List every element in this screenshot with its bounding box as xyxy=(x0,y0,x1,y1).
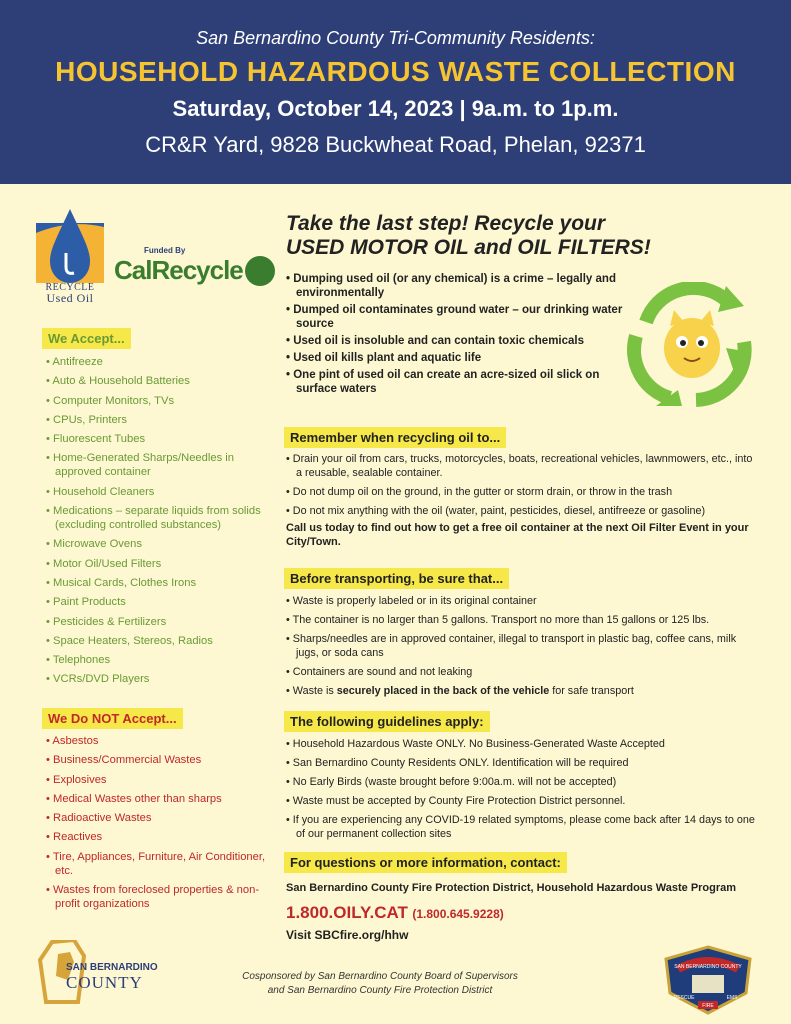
transport-heading: Before transporting, be sure that... xyxy=(284,568,509,589)
guidelines-list xyxy=(286,737,756,846)
list-item: • Waste is properly labeled or in its original container xyxy=(286,594,756,608)
list-item: • Waste must be accepted by County Fire Protection District personnel. xyxy=(286,794,756,808)
accept-list xyxy=(46,355,278,692)
contact-heading: For questions or more information, contact: xyxy=(284,852,567,873)
list-item: • Antifreeze xyxy=(46,355,278,369)
phone-numeric: (1.800.645.9228) xyxy=(412,907,504,921)
oil-facts-list xyxy=(286,272,626,399)
list-item: • Do not mix anything with the oil (water, paint, pesticides, diesel, antifreeze or gasoline) xyxy=(286,504,756,518)
list-item: • Dumping used oil (or any chemical) is a crime – legally and environmentally xyxy=(286,272,626,301)
calrecycle-logo xyxy=(114,246,275,286)
county-logo-line2: COUNTY xyxy=(66,973,143,992)
we-accept-heading: We Accept... xyxy=(42,328,131,349)
funded-by-label: Funded By xyxy=(144,246,186,255)
list-item: • One pint of used oil can create an acre-sized oil slick on surface waters xyxy=(286,368,626,397)
svg-text:SAN BERNARDINO COUNTY: SAN BERNARDINO COUNTY xyxy=(674,964,742,970)
list-item: • Microwave Ovens xyxy=(46,537,278,551)
list-item: • Computer Monitors, TVs xyxy=(46,394,278,408)
list-item: • Medications – separate liquids from solids (excluding controlled substances) xyxy=(46,504,278,532)
fire-district-badge xyxy=(662,945,754,1015)
list-item: • Household Hazardous Waste ONLY. No Business-Generated Waste Accepted xyxy=(286,737,756,751)
we-do-not-accept-heading: We Do NOT Accept... xyxy=(42,708,183,729)
header-banner xyxy=(0,0,791,184)
list-item: • Reactives xyxy=(46,830,278,844)
list-item: • Household Cleaners xyxy=(46,485,278,499)
remember-list xyxy=(286,452,756,523)
contact-phone[interactable] xyxy=(286,903,504,923)
list-item: • Radioactive Wastes xyxy=(46,811,278,825)
header-subtitle: San Bernardino County Tri-Community Residents: xyxy=(196,28,595,48)
list-item: • Sharps/needles are in approved container, illegal to transport in plastic bag, coffee cans, milk jugs, or soda cans xyxy=(286,632,756,660)
oil-headline-line1: Take the last step! Recycle your xyxy=(286,212,606,235)
list-item: • CPUs, Printers xyxy=(46,413,278,427)
cosponsor-note: Cosponsored by San Bernardino County Board of Supervisors and San Bernardino County Fire Protection District xyxy=(242,971,518,996)
list-item: • Paint Products xyxy=(46,595,278,609)
list-item: • Musical Cards, Clothes Irons xyxy=(46,576,278,590)
list-item: • San Bernardino County Residents ONLY. Identification will be required xyxy=(286,756,756,770)
county-logo-line1: SAN BERNARDINO xyxy=(66,962,158,973)
list-item: • Space Heaters, Stereos, Radios xyxy=(46,634,278,648)
leaf-icon xyxy=(245,256,275,286)
event-address: CR&R Yard, 9828 Buckwheat Road, Phelan, 92371 xyxy=(145,132,646,157)
list-item: • Explosives xyxy=(46,773,278,787)
recycle-used-oil-text: RECYCLE Used Oil xyxy=(45,282,95,305)
list-item: • The container is no larger than 5 gallons. Transport no more than 15 gallons or 125 lbs. xyxy=(286,613,756,627)
svg-text:EMS: EMS xyxy=(726,995,738,1001)
list-item: • Auto & Household Batteries xyxy=(46,374,278,388)
list-item: • Containers are sound and not leaking xyxy=(286,665,756,679)
list-item: • Waste is securely placed in the back of the vehicle for safe transport xyxy=(286,684,756,698)
list-item: • Used oil is insoluble and can contain toxic chemicals xyxy=(286,334,626,348)
svg-text:FIRE: FIRE xyxy=(702,1003,714,1009)
phone-vanity-number[interactable]: 1.800.OILY.CAT xyxy=(286,903,408,922)
list-item: • Asbestos xyxy=(46,734,278,748)
list-item: • Medical Wastes other than sharps xyxy=(46,792,278,806)
transport-list xyxy=(286,594,756,703)
call-to-action: Call us today to find out how to get a free oil container at the next Oil Filter Event in your City/Town. xyxy=(286,522,749,548)
event-date-time: Saturday, October 14, 2023 | 9a.m. to 1p.m. xyxy=(172,96,619,121)
page-title: HOUSEHOLD HAZARDOUS WASTE COLLECTION xyxy=(55,56,736,87)
list-item: • Dumped oil contaminates ground water – our drinking water source xyxy=(286,303,626,332)
list-item: • Home-Generated Sharps/Needles in approved container xyxy=(46,451,278,479)
list-item: • Fluorescent Tubes xyxy=(46,432,278,446)
remember-heading: Remember when recycling oil to... xyxy=(284,427,506,448)
list-item: • Motor Oil/Used Filters xyxy=(46,557,278,571)
oil-headline xyxy=(286,212,756,260)
list-item: • Do not dump oil on the ground, in the gutter or storm drain, or throw in the trash xyxy=(286,485,756,499)
calrecycle-name: CalRecycle xyxy=(114,255,243,285)
list-item: • Drain your oil from cars, trucks, motorcycles, boats, recreational vehicles, lawnmowers, etc., into a reusable, sealable container. xyxy=(286,452,756,480)
svg-text:RESCUE: RESCUE xyxy=(673,995,695,1001)
list-item: • No Early Birds (waste brought before 9:00a.m. will not be accepted) xyxy=(286,775,756,789)
not-accept-list xyxy=(46,734,278,916)
list-item: • Business/Commercial Wastes xyxy=(46,753,278,767)
list-item: • Telephones xyxy=(46,653,278,667)
contact-organization: San Bernardino County Fire Protection District, Household Hazardous Waste Program xyxy=(286,882,737,894)
guidelines-heading: The following guidelines apply: xyxy=(284,711,490,732)
list-item: • Tire, Appliances, Furniture, Air Conditioner, etc. xyxy=(46,850,278,878)
list-item: • If you are experiencing any COVID-19 related symptoms, please come back after 14 days to one of our permanent collection sites xyxy=(286,813,756,841)
recycle-mascot-image xyxy=(626,282,756,408)
mascot-cat-icon xyxy=(664,318,720,378)
list-item: • VCRs/DVD Players xyxy=(46,672,278,686)
website-link[interactable]: Visit SBCfire.org/hhw xyxy=(286,928,409,942)
list-item: • Wastes from foreclosed properties & non-profit organizations xyxy=(46,883,278,911)
oil-headline-line2: USED MOTOR OIL and OIL FILTERS! xyxy=(286,236,651,259)
list-item: • Pesticides & Fertilizers xyxy=(46,615,278,629)
list-item: • Used oil kills plant and aquatic life xyxy=(286,351,626,365)
